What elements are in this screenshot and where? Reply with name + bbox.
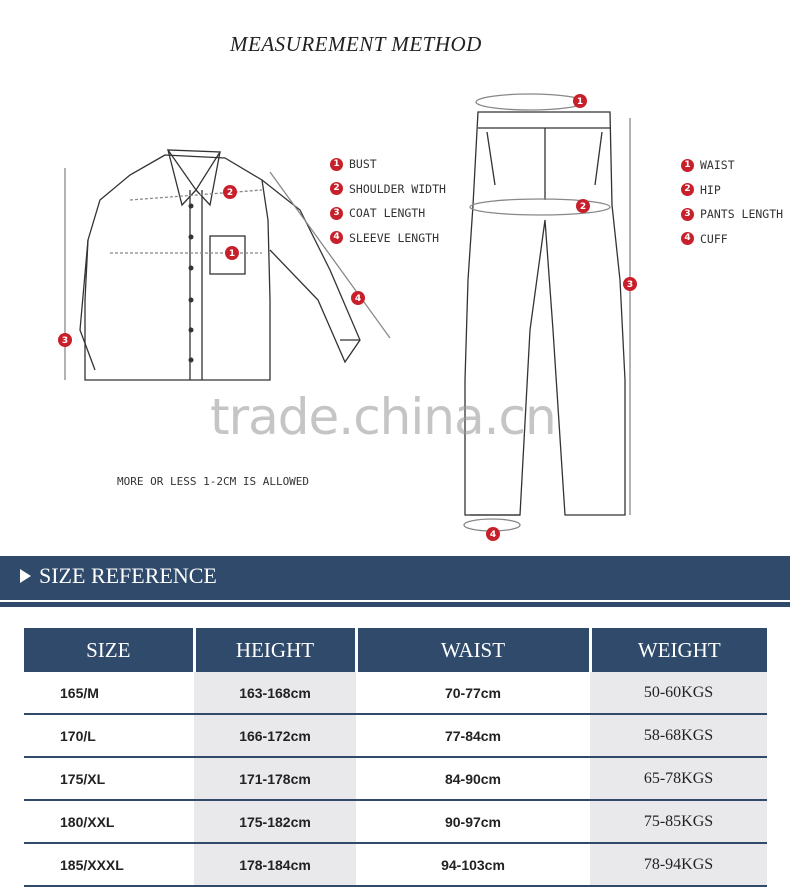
- banner-underline: [0, 602, 790, 607]
- legend-label: SHOULDER WIDTH: [349, 181, 446, 196]
- legend-item: [681, 227, 783, 252]
- legend-label: COAT LENGTH: [349, 206, 426, 221]
- cell-waist: 77-84cm: [356, 714, 590, 757]
- header-height: HEIGHT: [194, 628, 356, 672]
- legend-item: [681, 178, 783, 203]
- svg-text:4: 4: [354, 294, 362, 304]
- legend-label: HIP: [700, 182, 721, 197]
- marker-badge: 3: [681, 208, 694, 221]
- table-row: [24, 800, 767, 843]
- triangle-right-icon: [20, 569, 31, 583]
- cell-weight: 50-60KGS: [590, 672, 767, 714]
- section-header: [20, 563, 217, 589]
- marker-badge: 1: [681, 159, 694, 172]
- svg-text:2: 2: [226, 188, 234, 198]
- size-table: [24, 628, 767, 887]
- marker-badge: 4: [330, 231, 343, 244]
- cell-size: 185/XXXL: [24, 843, 194, 886]
- marker-badge: 3: [330, 207, 343, 220]
- table-row: [24, 757, 767, 800]
- shirt-legend: [330, 152, 446, 250]
- legend-label: SLEEVE LENGTH: [349, 230, 440, 245]
- marker-badge: 4: [681, 232, 694, 245]
- legend-label: WAIST: [700, 158, 735, 173]
- svg-text:2: 2: [579, 202, 587, 212]
- cell-height: 175-182cm: [194, 800, 356, 843]
- marker-badge: 2: [330, 182, 343, 195]
- svg-text:4: 4: [489, 530, 497, 540]
- table-row: [24, 843, 767, 886]
- cell-waist: 84-90cm: [356, 757, 590, 800]
- page-title: MEASUREMENT METHOD: [230, 32, 482, 56]
- cell-waist: 90-97cm: [356, 800, 590, 843]
- cell-weight: 58-68KGS: [590, 714, 767, 757]
- legend-item: [681, 153, 783, 178]
- svg-text:3: 3: [61, 336, 69, 346]
- header-size: SIZE: [24, 628, 194, 672]
- section-title: SIZE REFERENCE: [39, 563, 217, 588]
- cell-size: 180/XXL: [24, 800, 194, 843]
- legend-item: [330, 152, 446, 177]
- tolerance-note: MORE OR LESS 1-2CM IS ALLOWED: [117, 475, 310, 488]
- pants-illustration: [464, 94, 630, 531]
- shirt-markers: [58, 185, 365, 347]
- table-header-row: [24, 628, 767, 672]
- header-waist: WAIST: [356, 628, 590, 672]
- legend-label: PANTS LENGTH: [700, 207, 784, 222]
- cell-height: 163-168cm: [194, 672, 356, 714]
- pants-legend: [681, 153, 783, 251]
- svg-text:1: 1: [228, 249, 236, 259]
- cell-size: 165/M: [24, 672, 194, 714]
- header-weight: WEIGHT: [590, 628, 767, 672]
- cell-waist: 70-77cm: [356, 672, 590, 714]
- cell-weight: 78-94KGS: [590, 843, 767, 886]
- table-row: [24, 672, 767, 714]
- marker-badge: 2: [681, 183, 694, 196]
- cell-weight: 65-78KGS: [590, 757, 767, 800]
- legend-label: BUST: [349, 157, 377, 172]
- cell-height: 178-184cm: [194, 843, 356, 886]
- legend-item: [330, 201, 446, 226]
- legend-item: [330, 226, 446, 251]
- svg-text:1: 1: [576, 97, 584, 107]
- pants-markers: [486, 94, 637, 541]
- marker-badge: 1: [330, 158, 343, 171]
- watermark: trade.china.cn: [210, 388, 556, 446]
- cell-size: 170/L: [24, 714, 194, 757]
- legend-item: [330, 177, 446, 202]
- cell-height: 171-178cm: [194, 757, 356, 800]
- svg-text:3: 3: [626, 280, 634, 290]
- legend-item: [681, 202, 783, 227]
- legend-label: CUFF: [700, 231, 728, 246]
- cell-height: 166-172cm: [194, 714, 356, 757]
- table-row: [24, 714, 767, 757]
- cell-weight: 75-85KGS: [590, 800, 767, 843]
- cell-size: 175/XL: [24, 757, 194, 800]
- cell-waist: 94-103cm: [356, 843, 590, 886]
